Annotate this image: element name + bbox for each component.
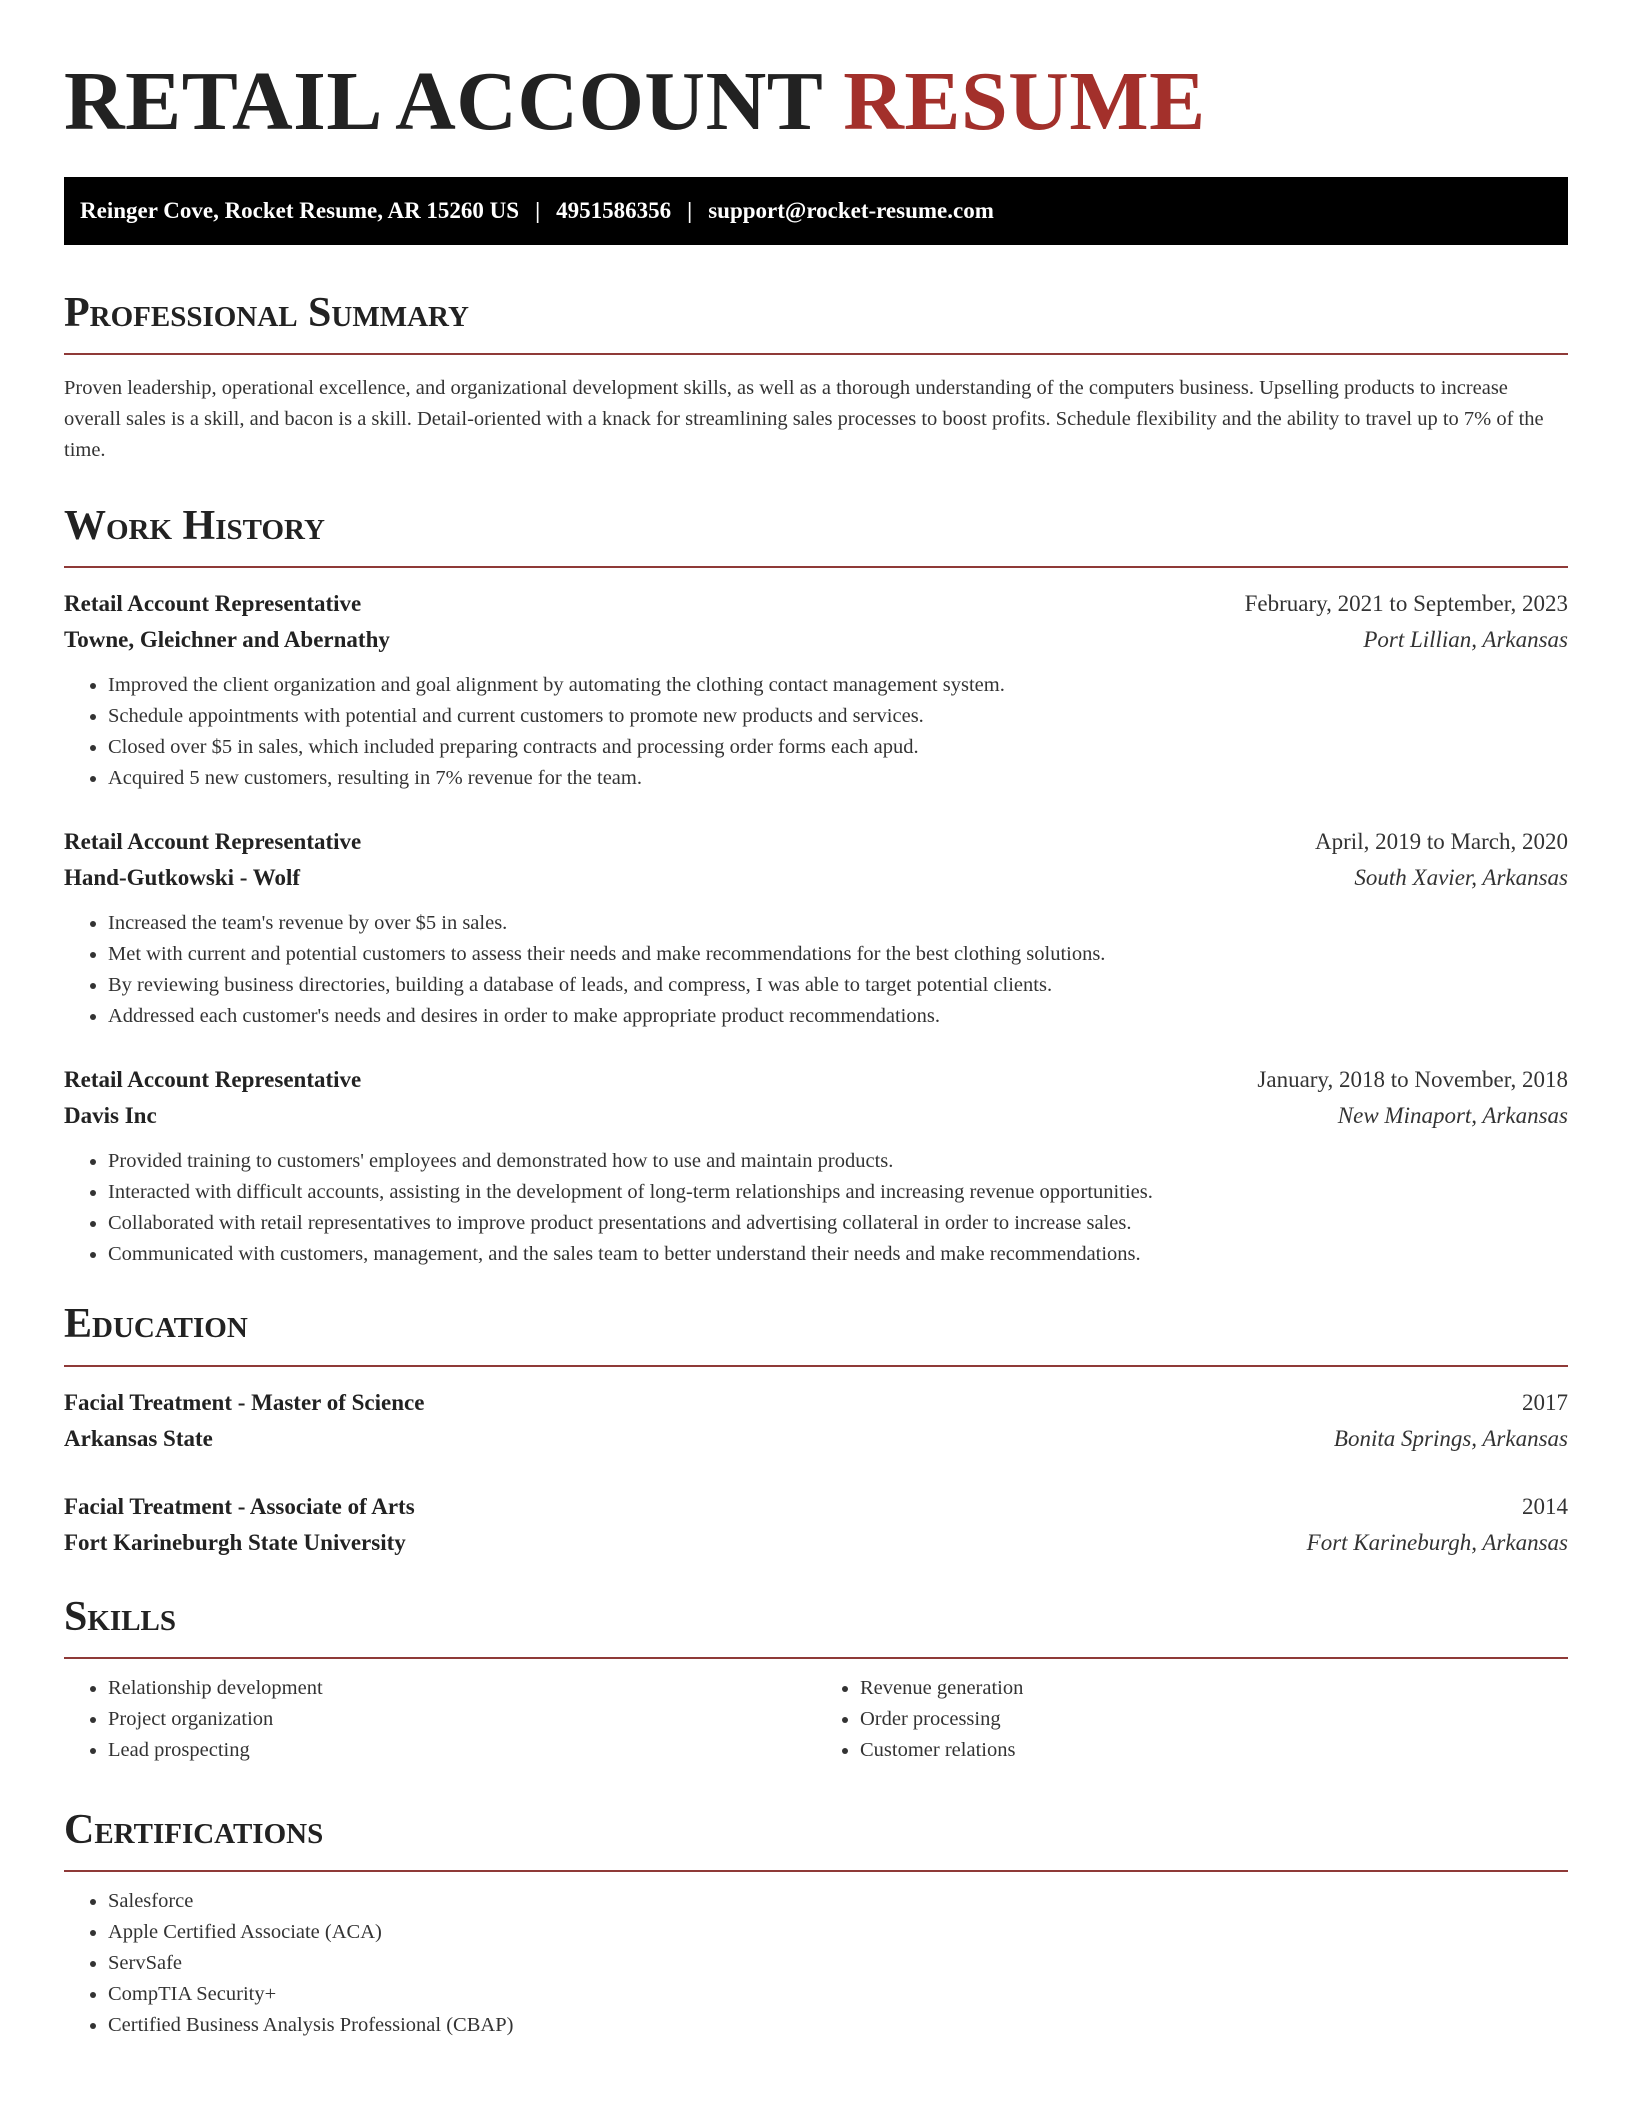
list-item: • Interacted with difficult accounts, assisting in the development of long-term relationships and increasing revenue opportunities. [108,1177,1568,1208]
job-location: South Xavier, Arkansas [1354,865,1568,891]
certifications-section [64,1806,1568,2041]
job-company: Davis Inc [64,1103,157,1129]
list-item: • CompTIA Security+ [108,1979,1568,2010]
job-dates: April, 2019 to March, 2020 [1315,829,1568,855]
title-accent: RESUME [843,55,1206,148]
summary-text: Proven leadership, operational excellence, and organizational development skills, as well as a thorough understanding of the computers business. Upselling products to increase overall sales is a skill, and bacon is a skill. Detail-oriented with a knack for streamlining sales processes to boost profits. Schedule flexibility and the ability to travel up to 7% of the time. [64,377,1544,462]
education-section [64,1300,1568,1560]
section-heading: Work History [64,503,325,550]
work-history-section [64,502,1568,1270]
education-entry [64,1489,1568,1561]
education-school: Fort Karineburgh State University [64,1529,406,1555]
contact-email[interactable]: support@rocket-resume.com [708,197,994,223]
job-entry [64,586,1568,794]
job-bullets [64,670,1568,794]
job-company-row [64,1098,1568,1134]
education-school-row [64,1421,1568,1457]
education-location: Fort Karineburgh, Arkansas [1306,1529,1568,1555]
job-title: Retail Account Representative [64,591,362,617]
education-header-row [64,1489,1568,1525]
skills-list-right [816,1673,1568,1766]
resume-title [64,52,1568,153]
job-bullets [64,908,1568,1032]
list-item: • Met with current and potential customers to assess their needs and make recommendations for the best clothing solutions. [108,939,1568,970]
job-header-row [64,586,1568,622]
job-company-row [64,622,1568,658]
list-item: • Acquired 5 new customers, resulting in 7% revenue for the team. [108,763,1568,794]
list-item: • Improved the client organization and goal alignment by automating the clothing contact management system. [108,670,1568,701]
job-entry [64,824,1568,1032]
job-company-row [64,860,1568,896]
list-item: • Communicated with customers, management, and the sales team to better understand their needs and make recommendations. [108,1239,1568,1270]
education-school-row [64,1525,1568,1561]
education-entry [64,1385,1568,1457]
list-item: • Collaborated with retail representatives to improve product presentations and advertising collateral in order to increase sales. [108,1208,1568,1239]
section-heading: Education [64,1301,248,1348]
section-divider [64,1870,1568,1872]
education-degree: Facial Treatment - Associate of Arts [64,1493,415,1519]
skills-columns [64,1673,1568,1766]
skills-section [64,1593,1568,1766]
education-year: 2014 [1522,1493,1568,1519]
list-item: • Schedule appointments with potential and current customers to promote new products and services. [108,701,1568,732]
skills-list-left [64,1673,816,1766]
title-main: RETAIL ACCOUNT [64,55,822,148]
section-heading: Skills [64,1593,177,1640]
list-item: • Lead prospecting [108,1735,816,1766]
job-title: Retail Account Representative [64,829,362,855]
job-header-row [64,1062,1568,1098]
section-heading: Professional Summary [64,289,469,336]
education-year: 2017 [1522,1389,1568,1415]
list-item: • Provided training to customers' employees and demonstrated how to use and maintain products. [108,1146,1568,1177]
list-item: • Salesforce [108,1886,1568,1917]
section-divider [64,566,1568,568]
section-divider [64,353,1568,355]
job-entry [64,1062,1568,1270]
summary-section [64,289,1568,466]
list-item: • By reviewing business directories, building a database of leads, and compress, I was able to target potential clients. [108,970,1568,1001]
contact-phone[interactable]: 4951586356 [556,197,672,223]
job-bullets [64,1146,1568,1270]
certifications-list [64,1886,1568,2041]
job-company: Hand-Gutkowski - Wolf [64,865,301,891]
job-dates: February, 2021 to September, 2023 [1244,591,1568,617]
contact-bar [64,177,1568,245]
education-header-row [64,1385,1568,1421]
list-item: • Addressed each customer's needs and desires in order to make appropriate product recommendations. [108,1001,1568,1032]
job-header-row [64,824,1568,860]
list-item: • ServSafe [108,1948,1568,1979]
job-dates: January, 2018 to November, 2018 [1257,1067,1568,1093]
list-item: • Revenue generation [860,1673,1568,1704]
list-item: • Order processing [860,1704,1568,1735]
contact-separator: | [535,197,541,223]
job-company: Towne, Gleichner and Abernathy [64,627,390,653]
section-heading: Certifications [64,1806,324,1853]
education-location: Bonita Springs, Arkansas [1333,1425,1568,1451]
list-item: • Project organization [108,1704,816,1735]
job-location: New Minaport, Arkansas [1337,1103,1568,1129]
job-location: Port Lillian, Arkansas [1363,627,1568,653]
education-degree: Facial Treatment - Master of Science [64,1389,425,1415]
education-school: Arkansas State [64,1425,213,1451]
section-divider [64,1657,1568,1659]
list-item: • Customer relations [860,1735,1568,1766]
section-divider [64,1365,1568,1367]
contact-address: Reinger Cove, Rocket Resume, AR 15260 US [80,197,520,223]
contact-separator: | [687,197,693,223]
list-item: • Certified Business Analysis Professional (CBAP) [108,2010,1568,2041]
list-item: • Closed over $5 in sales, which included preparing contracts and processing order forms each apud. [108,732,1568,763]
list-item: • Increased the team's revenue by over $5 in sales. [108,908,1568,939]
list-item: • Apple Certified Associate (ACA) [108,1917,1568,1948]
list-item: • Relationship development [108,1673,816,1704]
job-title: Retail Account Representative [64,1067,362,1093]
